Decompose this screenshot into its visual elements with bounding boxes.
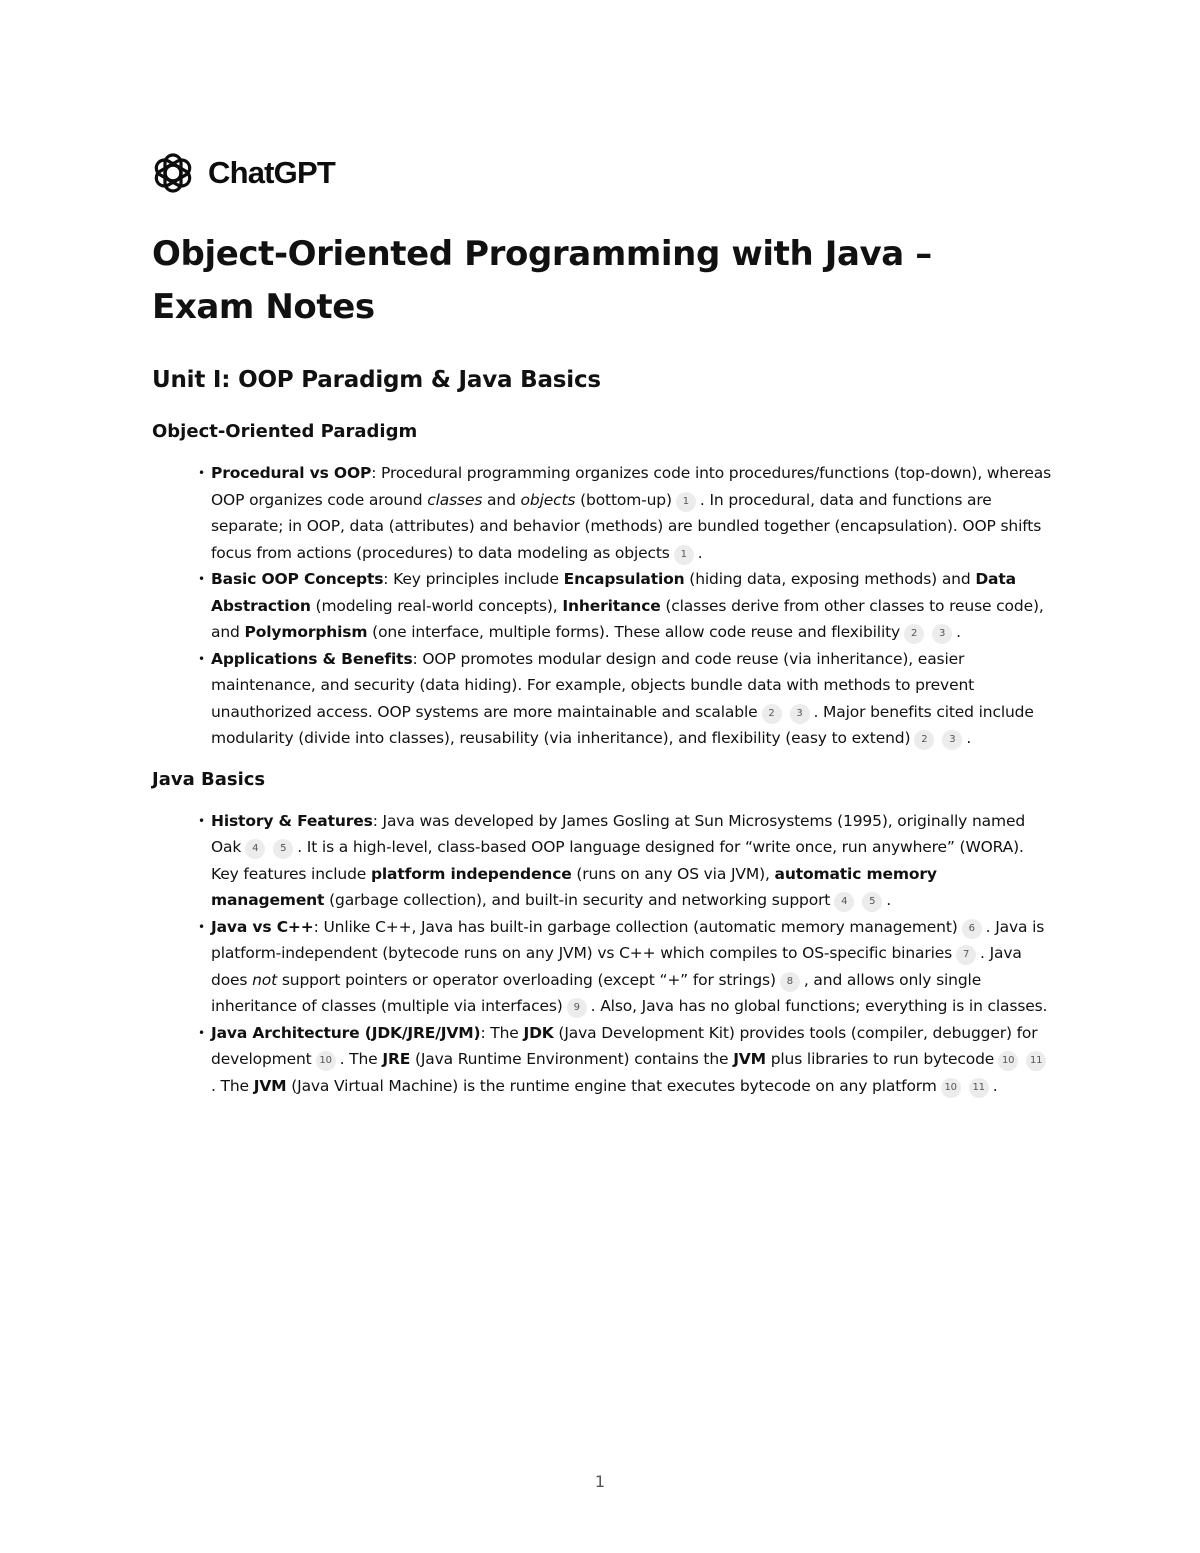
italic-term: classes	[427, 490, 483, 509]
citation-badge[interactable]: 2	[762, 704, 782, 724]
citation-badge[interactable]: 5	[862, 892, 882, 912]
openai-logo-icon	[152, 152, 194, 194]
bullet-term: Applications & Benefits	[211, 649, 413, 668]
citation-badge[interactable]: 4	[245, 839, 265, 859]
bold-term: JDK	[523, 1023, 554, 1042]
bullet-item: • Procedural vs OOP: Procedural programming organizes code into procedures/functions (top-down), whereas OOP organizes code around classes and objects (bottom-up) 1 . In procedural, data and functions are separate; in OOP, data (attributes) and behavior (methods) are bundled together (encapsulation). OOP shifts focus from actions (procedures) to data modeling as objects 1 .	[211, 460, 1051, 566]
citation-badge[interactable]: 11	[1026, 1051, 1046, 1071]
bullet-list	[152, 808, 1052, 1100]
section-heading: Java Basics	[152, 768, 266, 790]
citation-badge[interactable]: 2	[904, 624, 924, 644]
brand-header	[152, 150, 1052, 196]
document-page	[152, 150, 1052, 1113]
citation-badge[interactable]: 7	[956, 945, 976, 965]
citation-badge[interactable]: 10	[316, 1051, 336, 1071]
citation-badge[interactable]: 11	[969, 1078, 989, 1098]
italic-term: objects	[520, 490, 576, 509]
citation-badge[interactable]: 2	[914, 730, 934, 750]
bullet-term: Basic OOP Concepts	[211, 570, 384, 588]
bullet-item: • History & Features: Java was developed by James Gosling at Sun Microsystems (1995), originally named Oak 4 5 . It is a high-level, class-based OOP language designed for “write once, run anywhere” (WORA). Key features include platform independence (runs on any OS via JVM), automatic memory management (garbage collection), and built-in security and networking support 4 5 .	[211, 808, 1051, 914]
citation-badge[interactable]: 3	[932, 624, 952, 644]
unit-heading: Unit I: OOP Paradigm & Java Basics	[152, 367, 601, 393]
bullet-item: • Applications & Benefits: OOP promotes modular design and code reuse (via inheritance), easier maintenance, and security (data hiding). For example, objects bundle data with methods to prevent unauthorized access. OOP systems are more maintainable and scalable 2 3 . Major benefits cited include modularity (divide into classes), reusability (via inheritance), and flexibility (easy to extend) 2 3 .	[211, 646, 1051, 752]
bullet-term: Java vs C++	[211, 917, 314, 936]
bullet-list	[152, 460, 1052, 752]
citation-badge[interactable]: 10	[941, 1078, 961, 1098]
bullet-term: Java Architecture (JDK/JRE/JVM)	[211, 1023, 481, 1042]
section-heading: Object-Oriented Paradigm	[152, 421, 418, 442]
bold-term: JRE	[382, 1050, 411, 1068]
bold-term: Encapsulation	[563, 570, 685, 588]
bullet-term: Procedural vs OOP	[211, 464, 372, 482]
citation-badge[interactable]: 9	[567, 998, 587, 1018]
citation-badge[interactable]: 3	[942, 730, 962, 750]
bold-term: automatic memory management	[211, 864, 937, 909]
bold-term: JVM	[733, 1050, 766, 1068]
bullet-item: • Java vs C++: Unlike C++, Java has built-in garbage collection (automatic memory management) 6 . Java is platform-independent (bytecode runs on any JVM) vs C++ which compiles to OS-specific binaries 7 . Java does not support pointers or operator overloading (except “+” for strings) 8 , and allows only single inheritance of classes (multiple via interfaces) 9 . Also, Java has no global functions; everything is in classes.	[211, 914, 1051, 1020]
bullet-term: History & Features	[211, 811, 373, 830]
bullet-item: • Basic OOP Concepts: Key principles include Encapsulation (hiding data, exposing methods) and Data Abstraction (modeling real-world concepts), Inheritance (classes derive from other classes to reuse code), and Polymorphism (one interface, multiple forms). These allow code reuse and flexibility 2 3 .	[211, 566, 1051, 646]
bold-term: Polymorphism	[244, 623, 368, 641]
bold-term: JVM	[253, 1076, 287, 1095]
citation-badge[interactable]: 10	[998, 1051, 1018, 1071]
citation-badge[interactable]: 1	[676, 492, 696, 512]
italic-term: not	[252, 970, 278, 989]
page-number: 1	[594, 1472, 606, 1491]
citation-badge[interactable]: 1	[674, 545, 694, 565]
citation-badge[interactable]: 3	[790, 704, 810, 724]
citation-badge[interactable]: 4	[834, 892, 854, 912]
bold-term: Inheritance	[562, 596, 661, 615]
citation-badge[interactable]: 8	[780, 972, 800, 992]
citation-badge[interactable]: 6	[962, 919, 982, 939]
brand-name: ChatGPT	[208, 155, 336, 190]
bullet-item: • Java Architecture (JDK/JRE/JVM): The JDK (Java Development Kit) provides tools (compiler, debugger) for development 10 . The JRE (Java Runtime Environment) contains the JVM plus libraries to run bytecode 10 11. The JVM (Java Virtual Machine) is the runtime engine that executes bytecode on any platform 10 11 .	[211, 1020, 1051, 1100]
bold-term: Data Abstraction	[211, 570, 1016, 615]
document-title: Object-Oriented Programming with Java – Exam Notes	[152, 234, 932, 327]
bold-term: platform independence	[370, 864, 572, 883]
citation-badge[interactable]: 5	[273, 839, 293, 859]
